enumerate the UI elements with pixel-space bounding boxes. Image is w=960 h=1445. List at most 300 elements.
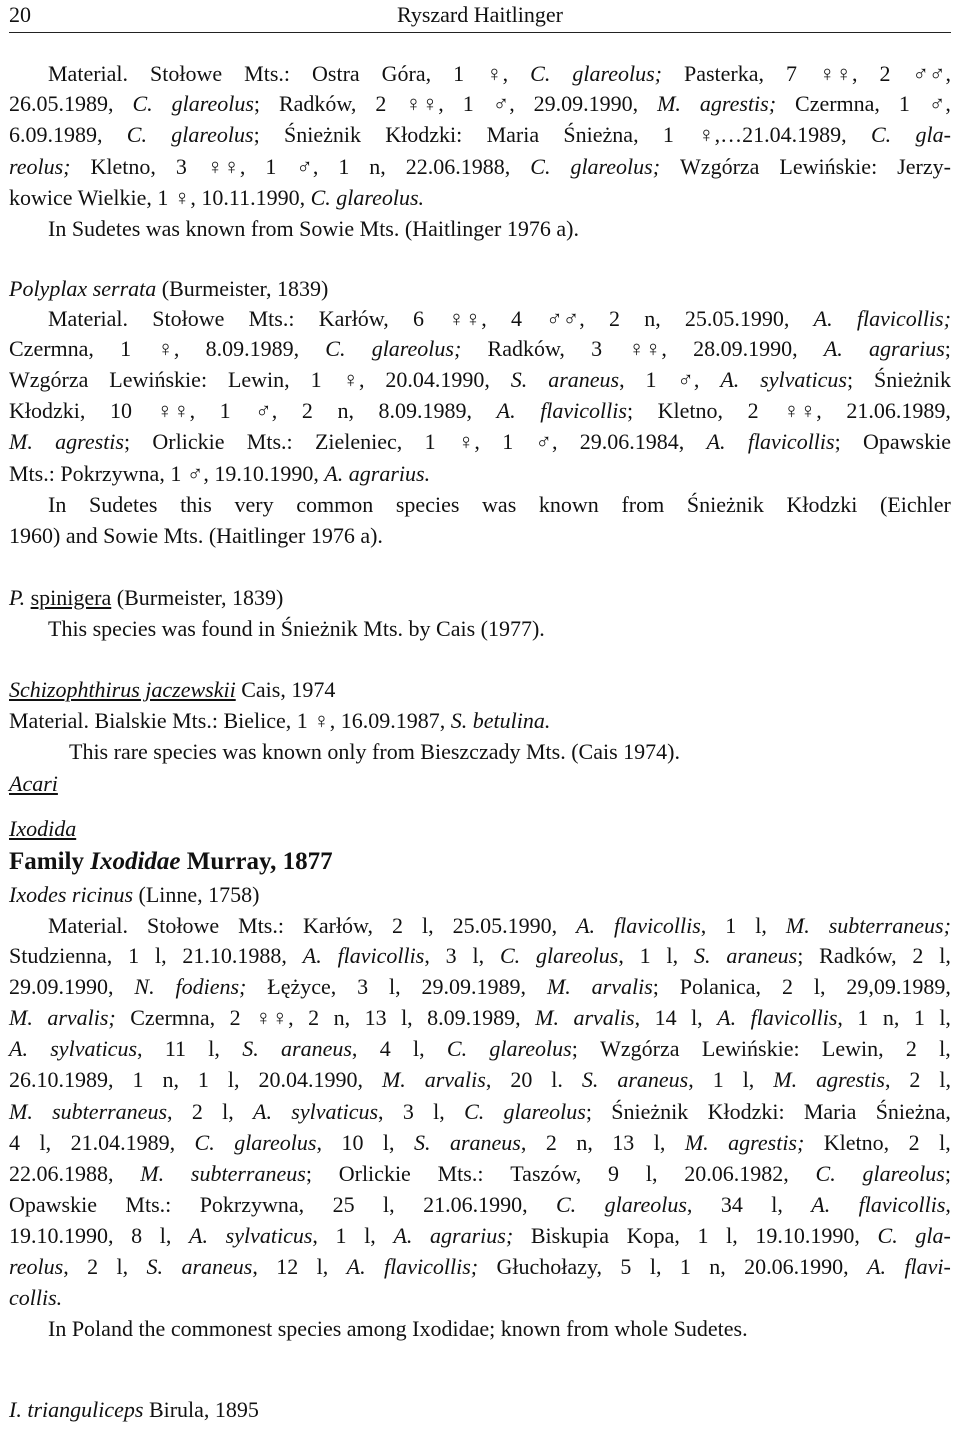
word: 2 [308, 1005, 320, 1030]
word: 2 [905, 1036, 917, 1061]
word: 29,09.1989, [846, 974, 951, 999]
word: l, [649, 1254, 662, 1279]
taxon-word: M. [9, 1099, 33, 1124]
taxon-word: flavicollis [747, 429, 835, 454]
word: l, [208, 1036, 220, 1061]
taxon-word: glareolus [489, 1036, 572, 1061]
taxon-name: Polyplax serrata [9, 276, 157, 301]
word: 1 [639, 943, 651, 968]
taxon-word: gla- [915, 1223, 951, 1248]
text-line [9, 1034, 951, 1064]
taxon-name: C. glareolus. [310, 185, 425, 210]
word: Czermna, [130, 1005, 216, 1030]
word: Orlickie [338, 1161, 411, 1186]
word: Pasterka, [683, 61, 764, 86]
word: Wzgórza [680, 154, 760, 179]
word: 5 [620, 1254, 632, 1279]
word: (Eichler [880, 492, 951, 517]
word-group [751, 1003, 843, 1033]
word: 20.04.1990, [258, 1067, 363, 1092]
word: 1 [898, 91, 910, 116]
taxon-word: flavicollis [750, 1005, 838, 1030]
word: Biskupia [530, 1223, 610, 1248]
word: Kletno, [90, 154, 156, 179]
word: ♂♂, [912, 61, 951, 86]
text-run: spinigera [30, 585, 112, 610]
word: 2 [781, 974, 793, 999]
word: l, [726, 1223, 738, 1248]
word-group [548, 365, 624, 395]
word: 1 [462, 91, 474, 116]
word: l, [383, 1192, 395, 1217]
word-group [181, 1252, 257, 1282]
word: 2 [191, 1099, 203, 1124]
word: ; [797, 943, 804, 968]
word: Stołowe [147, 913, 220, 938]
word: ♂, [255, 398, 278, 423]
taxon-word: araneus [617, 1067, 689, 1092]
word: Mts.: [248, 306, 295, 331]
text-line [9, 274, 328, 304]
text-run: In Poland the commonest species among Ixodidae; known from whole Sudetes. [48, 1316, 748, 1341]
taxon-word: A. [496, 398, 516, 423]
word: l, [433, 1099, 445, 1124]
word: Kłodzki, [9, 398, 86, 423]
word: Opawskie [9, 1192, 97, 1217]
word-group [338, 941, 430, 971]
word-group [540, 396, 633, 426]
word: l, [645, 1161, 658, 1186]
word: species [395, 492, 460, 517]
word: l, [755, 913, 767, 938]
word: ; [944, 336, 951, 361]
word: 1 [697, 1223, 709, 1248]
word: , [686, 1192, 693, 1217]
text-line [9, 941, 951, 971]
word: Stołowe [152, 306, 225, 331]
taxon-word: flavicollis [858, 1192, 946, 1217]
word: 21.06.1990, [423, 1192, 528, 1217]
text-run: (Burmeister, 1839) [161, 276, 329, 301]
taxon-word: A. [9, 1036, 28, 1061]
word: 2 [909, 1067, 921, 1092]
taxon-name: P. [9, 585, 26, 610]
word: ; [585, 1099, 592, 1124]
word: l, [472, 943, 485, 968]
text-line [9, 972, 951, 1002]
text-run: Mts.: Pokrzywna, 1 ♂, 19.10.1990, [9, 461, 319, 486]
word: Mts.: [238, 913, 284, 938]
word-group [450, 1128, 526, 1158]
word: , [837, 1005, 843, 1030]
word: 10 [341, 1130, 364, 1155]
word: 28.09.1990, [693, 336, 798, 361]
word: , [520, 1130, 527, 1155]
taxon-word: arvalis [591, 974, 653, 999]
word: ; [846, 367, 854, 392]
page-number: 20 [9, 2, 31, 27]
text-run: Cais, 1974 [241, 677, 336, 702]
taxon-word: C. [126, 122, 147, 147]
word: ; [652, 974, 659, 999]
word: ♀, [486, 61, 509, 86]
word: 25 [332, 1192, 355, 1217]
taxon-word: N. [134, 974, 155, 999]
word: ♀, [342, 367, 365, 392]
word: ♂♂, [546, 306, 585, 331]
word: 2 [879, 61, 891, 86]
word: Śnieżnik [686, 492, 764, 517]
word: 29.09.1990, [9, 974, 114, 999]
word: 6 [413, 306, 425, 331]
word: Śnieżnik [284, 122, 361, 147]
taxon-word: glareolus; [570, 154, 661, 179]
word: 22.06.1988, [405, 154, 511, 179]
taxon-word: A. [253, 1099, 272, 1124]
section-heading [9, 847, 333, 877]
word-group [504, 1097, 592, 1127]
text-line [48, 59, 951, 89]
taxon-name: Ixodida [9, 816, 77, 841]
word: Czermna, [9, 336, 94, 361]
word: Śnieżna, [563, 122, 639, 147]
word: , [63, 1254, 69, 1279]
taxon-word: agrestis; [699, 91, 777, 116]
taxon-word: sylvaticus [225, 1223, 313, 1248]
text-line [9, 1003, 951, 1033]
word: Kletno, [823, 1130, 890, 1155]
word: 8.09.1989, [205, 336, 300, 361]
taxon-name: Schizophthirus jaczewskii [9, 677, 236, 702]
taxon-word: agrestis; [728, 1130, 805, 1155]
word: , [252, 1254, 258, 1279]
word: ; [571, 1036, 578, 1061]
taxon-word: A. [717, 1005, 737, 1030]
word: l, [159, 1223, 172, 1248]
word: known [538, 492, 599, 517]
taxon-word: M. [684, 1130, 709, 1155]
word: 1 [265, 154, 277, 179]
text-line [9, 396, 951, 426]
word: 1 [725, 913, 737, 938]
text-line [9, 427, 951, 457]
word: 3 [402, 1099, 414, 1124]
taxon-word: sylvaticus [760, 367, 847, 392]
word: In [48, 492, 67, 517]
text-run: (Linne, 1758) [138, 882, 260, 907]
taxon-word: araneus [281, 1036, 352, 1061]
word: ; [626, 398, 634, 423]
taxon-word: A. [706, 429, 726, 454]
word: ; [944, 1161, 951, 1186]
word: l, [653, 1130, 666, 1155]
word-group [617, 1065, 693, 1095]
word: ♀♀, [156, 398, 196, 423]
text-run: In Sudetes was known from Sowie Mts. (Haitlinger 1976 a). [48, 216, 579, 241]
text-line [9, 1065, 951, 1095]
word: 1 [662, 122, 674, 147]
text-line [48, 214, 579, 244]
taxon-word: A. [813, 306, 833, 331]
word: 4 [379, 1036, 391, 1061]
taxon-word: sylvaticus [291, 1099, 379, 1124]
text-run: Murray, 1877 [186, 848, 333, 875]
taxon-word: A. [302, 943, 322, 968]
word: 20.04.1990, [385, 367, 490, 392]
word: ♂, [928, 91, 951, 116]
word: 2 [912, 943, 924, 968]
word: Karłów, [302, 913, 374, 938]
word: ; [253, 122, 260, 147]
word: Opawskie [863, 429, 951, 454]
word: ; [305, 1161, 312, 1186]
word: 14 [654, 1005, 677, 1030]
taxon-word: S. [693, 943, 711, 968]
word: l, [154, 943, 167, 968]
word: Radków, [819, 943, 897, 968]
word: Mts.: [244, 61, 291, 86]
word: 26.05.1989, [9, 91, 114, 116]
taxon-word: glareolus [171, 91, 254, 116]
word: 25.05.1990, [684, 306, 790, 331]
word: l, [939, 1130, 951, 1155]
word: Kłodzki [786, 492, 858, 517]
word: n, [333, 1005, 351, 1030]
word: l, [939, 1036, 951, 1061]
taxon-word: glareolus [171, 122, 254, 147]
word: 1 [502, 429, 514, 454]
taxon-word: A. [393, 1223, 413, 1248]
word: n, [709, 1254, 726, 1279]
word: , [316, 1130, 322, 1155]
taxon-word: S. [146, 1254, 164, 1279]
word: Sudetes [88, 492, 158, 517]
text-line [48, 490, 951, 520]
taxon-word: araneus [449, 1130, 521, 1155]
word-group [55, 427, 130, 457]
word: 34 [720, 1192, 743, 1217]
word: l, [316, 1254, 329, 1279]
word: Radków, [278, 91, 357, 116]
word: 21.06.1989, [846, 398, 951, 423]
text-run: kowice Wielkie, 1 ♀, 10.11.1990, [9, 185, 306, 210]
text-line [9, 583, 283, 613]
taxon-word: subterraneus [190, 1161, 306, 1186]
text-line [69, 737, 680, 767]
word: 21.10.1988, [182, 943, 287, 968]
word: Lewin, [821, 1036, 884, 1061]
taxon-word: C. [132, 91, 153, 116]
taxon-word: flavicollis; [384, 1254, 479, 1279]
taxon-name: S. betulina. [450, 708, 551, 733]
word: 1 [424, 429, 436, 454]
word: Stołowe [150, 61, 223, 86]
text-run: 1960) and Sowie Mts. (Haitlinger 1976 a). [9, 523, 383, 548]
word: l, [389, 974, 401, 999]
text-line [9, 89, 951, 119]
word: Lewińskie: [779, 154, 878, 179]
word: 2 [545, 1130, 557, 1155]
taxon-word: glareolus; [572, 61, 662, 86]
taxon-word: glareolus [234, 1130, 317, 1155]
word: 12 [276, 1254, 299, 1279]
word-group [9, 1252, 69, 1282]
word: 20 [510, 1067, 533, 1092]
word: , [618, 943, 624, 968]
word: n, [576, 1130, 593, 1155]
word: , [884, 1067, 891, 1092]
taxon-word: C. [194, 1130, 215, 1155]
word: ; [123, 429, 131, 454]
taxon-word: M. [9, 429, 33, 454]
taxon-word: A. [867, 1254, 887, 1279]
word: 4 [510, 306, 522, 331]
taxon-word: M. [140, 1161, 165, 1186]
word: 1 [335, 1223, 347, 1248]
word: Pokrzywna, [199, 1192, 305, 1217]
taxon-word: A. [823, 336, 843, 361]
taxon-word: fodiens; [175, 974, 247, 999]
word-group [489, 1034, 577, 1064]
word: 1 [132, 1067, 144, 1092]
word: ♂, [677, 367, 700, 392]
word-group [234, 1128, 322, 1158]
word: ♀♀, [206, 154, 246, 179]
word: 29.06.1984, [579, 429, 685, 454]
word: was [482, 492, 517, 517]
taxon-word: flavicollis [540, 398, 627, 423]
word: 2 [229, 1005, 241, 1030]
word-group [869, 334, 951, 364]
word-group [425, 1065, 492, 1095]
word: l, [939, 1005, 951, 1030]
word: Śnieżnik [611, 1099, 689, 1124]
word: l, [939, 1067, 951, 1092]
word: , [945, 1192, 951, 1217]
word: 1 [712, 1067, 724, 1092]
word: very [234, 492, 274, 517]
word: 8 [131, 1223, 143, 1248]
word: , [688, 1067, 694, 1092]
text-line [9, 769, 58, 799]
word-group [52, 1097, 172, 1127]
word: Śnieżnik [873, 367, 951, 392]
word: , [378, 1099, 384, 1124]
word: Maria [803, 1099, 857, 1124]
word: ♀♀, [819, 61, 858, 86]
word: Ostra [312, 61, 360, 86]
word-group [536, 941, 624, 971]
word: n, [644, 306, 661, 331]
text-line [48, 911, 951, 941]
text-line [9, 1128, 951, 1158]
word: 9 [608, 1161, 620, 1186]
word: Karłów, [318, 306, 389, 331]
word: ♂, [296, 154, 319, 179]
text-line [9, 1097, 951, 1127]
word: ♂, [535, 429, 558, 454]
word: 2 [747, 398, 759, 423]
word-group [760, 365, 853, 395]
taxon-word: flavicollis [337, 943, 425, 968]
word-group [614, 911, 706, 941]
taxon-word: A. [576, 913, 596, 938]
text-run: Birula, 1895 [148, 1397, 259, 1422]
word: 3 [175, 154, 187, 179]
word: 1 [857, 1005, 869, 1030]
taxon-word: A. [189, 1223, 208, 1248]
word: 11 [164, 1036, 186, 1061]
word: 19.10.1990, [755, 1223, 860, 1248]
word: Lewińskie: [701, 1036, 800, 1061]
word: ; [834, 429, 841, 454]
taxon-word: A. [346, 1254, 366, 1279]
word: 3 [357, 974, 369, 999]
word: 8.09.1989, [427, 1005, 521, 1030]
word: 10 [109, 398, 132, 423]
word: 29.09.1990, [533, 91, 639, 116]
word: Kłodzki: [707, 1099, 785, 1124]
word: l, [39, 1130, 52, 1155]
word: l. [551, 1067, 563, 1092]
text-run: This species was found in Śnieżnik Mts. by Cais (1977). [48, 616, 545, 641]
text-line [9, 1283, 62, 1313]
word: Mts.: [125, 1192, 172, 1217]
word: Taszów, [510, 1161, 582, 1186]
word: ♀♀, [628, 336, 667, 361]
word: 1 [453, 61, 465, 86]
word: l, [742, 1067, 755, 1092]
text-line [9, 152, 951, 182]
word: 7 [786, 61, 797, 86]
word: Łężyce, [267, 974, 337, 999]
word: 26.10.1989, [9, 1067, 114, 1092]
word: 1 [913, 1005, 925, 1030]
word: Radków, [487, 336, 565, 361]
word: 2 [392, 913, 404, 938]
taxon-word: glareolus [503, 1099, 586, 1124]
taxon-word: M. [657, 91, 681, 116]
word: Maria [486, 122, 540, 147]
word: Kopa, [626, 1223, 680, 1248]
text-line [9, 814, 76, 844]
word-group [863, 1159, 951, 1189]
word: l, [939, 943, 951, 968]
taxon-word: arvalis [424, 1067, 486, 1092]
word: Mts.: [246, 429, 293, 454]
word-group [859, 1190, 951, 1220]
word: 20.06.1990, [744, 1254, 849, 1279]
taxon-word: M. [773, 1067, 798, 1092]
text-line [9, 880, 260, 910]
word: ♀♀, [783, 398, 822, 423]
taxon-word: C. [530, 154, 551, 179]
word: l, [771, 1192, 783, 1217]
word: 13 [364, 1005, 387, 1030]
text-run: Material. Bialskie Mts.: Bielice, 1 ♀, 16.09.1987, [9, 708, 446, 733]
word: n, [882, 1005, 900, 1030]
word: Material. [48, 306, 129, 331]
word: , [424, 943, 430, 968]
taxon-word: C. [530, 61, 551, 86]
taxon-name: collis. [9, 1285, 63, 1310]
taxon-word: sylvaticus [50, 1036, 138, 1061]
text-line [48, 614, 545, 644]
word: 3 [445, 943, 457, 968]
word: l, [813, 974, 826, 999]
taxon-word: S. [242, 1036, 259, 1061]
word: Kletno, [657, 398, 724, 423]
